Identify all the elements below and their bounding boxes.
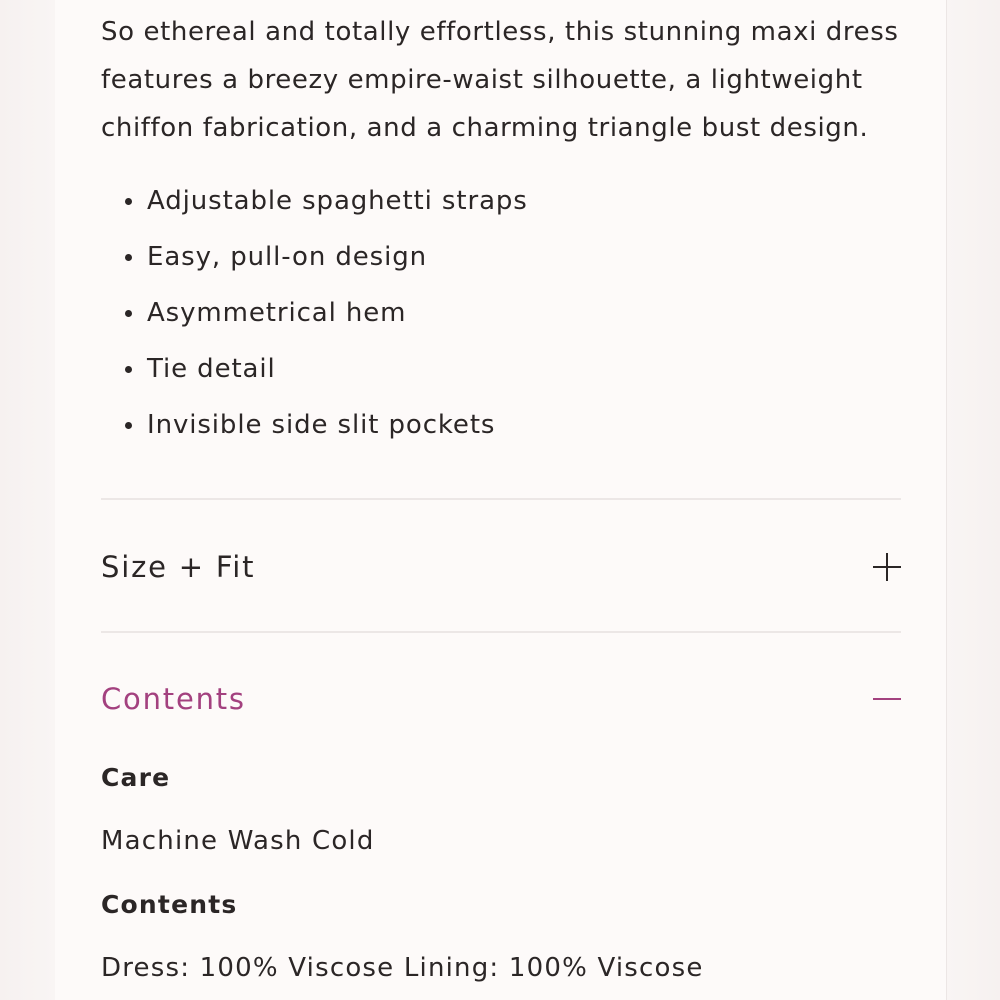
minus-icon[interactable] bbox=[873, 685, 901, 713]
product-details-panel bbox=[55, 0, 947, 1000]
feature-list bbox=[101, 176, 528, 456]
divider bbox=[101, 498, 901, 500]
left-gutter bbox=[0, 0, 55, 1000]
divider bbox=[101, 631, 901, 633]
care-label: Care bbox=[101, 763, 171, 792]
right-gutter bbox=[946, 0, 1000, 1000]
plus-icon[interactable] bbox=[873, 553, 901, 581]
care-value: Machine Wash Cold bbox=[101, 826, 375, 856]
feature-item: Invisible side slit pockets bbox=[101, 400, 528, 456]
feature-item: Easy, pull-on design bbox=[101, 232, 528, 288]
feature-item: Tie detail bbox=[101, 344, 528, 400]
accordion-size-fit-toggle[interactable] bbox=[101, 537, 901, 597]
contents-value: Dress: 100% Viscose Lining: 100% Viscose bbox=[101, 953, 704, 983]
feature-item: Asymmetrical hem bbox=[101, 288, 528, 344]
accordion-contents-toggle[interactable] bbox=[101, 669, 901, 729]
feature-item: Adjustable spaghetti straps bbox=[101, 176, 528, 232]
contents-label: Contents bbox=[101, 890, 238, 919]
product-description: So ethereal and totally effortless, this stunning maxi dress features a breezy empire-waist silhouette, a lightweight chiffon fabrication, and a charming triangle bust design. bbox=[101, 17, 899, 143]
accordion-contents-title: Contents bbox=[101, 682, 246, 716]
accordion-size-fit-title: Size + Fit bbox=[101, 550, 256, 584]
